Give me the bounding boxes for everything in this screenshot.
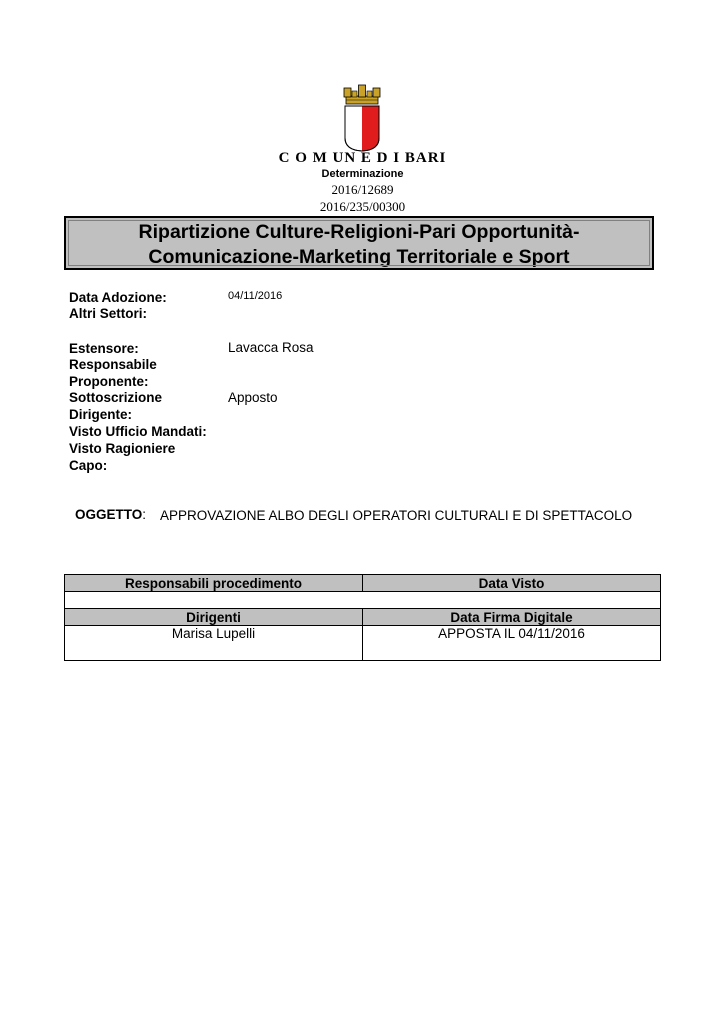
data-adozione-label: Data Adozione:	[69, 290, 167, 305]
data-visto-header: Data Visto	[363, 575, 661, 592]
data-firma-digitale-header: Data Firma Digitale	[363, 609, 661, 626]
oggetto-label-text: OGGETTO	[75, 507, 143, 522]
firma-digitale-cell: APPOSTA IL 04/11/2016	[363, 626, 661, 661]
altri-settori-label: Altri Settori:	[69, 306, 148, 321]
oggetto-colon: :	[142, 507, 147, 522]
estensore-label: Estensore:	[69, 341, 139, 356]
sottoscrizione-value: Apposto	[228, 390, 278, 405]
table-header-row	[65, 575, 661, 592]
comune-di-bari-crest-icon	[340, 84, 384, 152]
responsabile-label: Responsabile	[69, 357, 157, 372]
department-title-line-2: Comunicazione-Marketing Territoriale e Sport	[148, 246, 570, 268]
table-row	[65, 626, 661, 661]
visto-ragioniere-label: Visto Ragioniere	[69, 441, 176, 456]
responsabili-table	[64, 574, 661, 661]
dirigente-name-cell: Marisa Lupelli	[65, 626, 363, 661]
dirigenti-header: Dirigenti	[65, 609, 363, 626]
data-adozione-value: 04/11/2016	[228, 290, 283, 302]
department-title-line-1: Ripartizione Culture-Religioni-Pari Opportunità-	[138, 221, 580, 243]
document-type: Determinazione	[321, 168, 404, 180]
municipality-name: C O M UN E D I BARI	[278, 150, 447, 166]
visto-ufficio-mandati-label: Visto Ufficio Mandati:	[69, 424, 207, 439]
proponente-label: Proponente:	[69, 374, 149, 389]
oggetto-text: APPROVAZIONE ALBO DEGLI OPERATORI CULTURALI E DI SPETTACOLO	[160, 508, 633, 523]
dirigente-label: Dirigente:	[69, 407, 133, 422]
responsabili-procedimento-header: Responsabili procedimento	[65, 575, 363, 592]
capo-label: Capo:	[69, 458, 108, 473]
estensore-value: Lavacca Rosa	[228, 340, 314, 355]
document-number: 2016/12689	[331, 182, 394, 197]
table-row	[65, 592, 661, 609]
empty-cell	[65, 592, 661, 609]
department-title-box	[64, 216, 654, 270]
oggetto-label	[75, 507, 146, 522]
table-header-row	[65, 609, 661, 626]
document-protocol-number: 2016/235/00300	[319, 199, 406, 214]
sottoscrizione-label: Sottoscrizione	[69, 390, 163, 405]
